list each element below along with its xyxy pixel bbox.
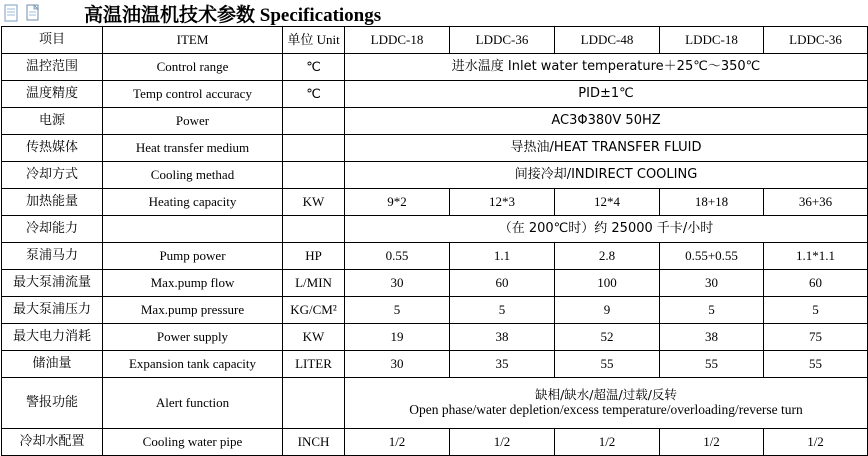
row-label-cn: 温度精度	[2, 81, 103, 108]
row-value: 1.1*1.1	[764, 243, 868, 270]
row-value: 55	[660, 351, 764, 378]
row-label-cn: 泵浦马力	[2, 243, 103, 270]
alert-text-en: Open phase/water depletion/excess temperature/overloading/reverse turn	[409, 402, 803, 418]
row-value: 30	[345, 351, 450, 378]
row-value: 55	[764, 351, 868, 378]
row-unit: ℃	[283, 81, 345, 108]
row-value: 75	[764, 324, 868, 351]
row-label-en: Max.pump flow	[103, 270, 283, 297]
row-label-en: Alert function	[103, 378, 283, 429]
table-row	[2, 81, 868, 108]
row-value: 1/2	[660, 429, 764, 456]
table-row	[2, 243, 868, 270]
table-row	[2, 351, 868, 378]
row-unit: ℃	[283, 54, 345, 81]
document-header	[0, 0, 868, 26]
table-row	[2, 189, 868, 216]
row-unit: INCH	[283, 429, 345, 456]
row-value: 5	[764, 297, 868, 324]
row-label-cn: 最大泵浦流量	[2, 270, 103, 297]
table-header-row	[2, 27, 868, 54]
row-unit: LITER	[283, 351, 345, 378]
row-value: 1.1	[450, 243, 555, 270]
row-label-cn: 温控范围	[2, 54, 103, 81]
row-value: 9	[555, 297, 660, 324]
row-label-cn: 最大泵浦压力	[2, 297, 103, 324]
table-row	[2, 270, 868, 297]
row-value: 0.55+0.55	[660, 243, 764, 270]
row-value: 60	[450, 270, 555, 297]
row-value: 2.8	[555, 243, 660, 270]
row-value: 100	[555, 270, 660, 297]
row-value: 9*2	[345, 189, 450, 216]
row-unit: KW	[283, 324, 345, 351]
row-span-value-alert	[345, 378, 868, 429]
row-label-en: Cooling methad	[103, 162, 283, 189]
row-value: 1/2	[555, 429, 660, 456]
row-value: 5	[450, 297, 555, 324]
row-value: 0.55	[345, 243, 450, 270]
row-span-value: 进水温度 Inlet water temperature＋25℃～350℃	[345, 54, 868, 81]
row-value: 18+18	[660, 189, 764, 216]
column-header-unit: 单位 Unit	[283, 27, 345, 54]
row-value: 12*3	[450, 189, 555, 216]
row-unit	[283, 162, 345, 189]
column-header-item-en: ITEM	[103, 27, 283, 54]
table-row	[2, 108, 868, 135]
column-header-model-5: LDDC-36	[764, 27, 868, 54]
row-value: 1/2	[450, 429, 555, 456]
row-unit: HP	[283, 243, 345, 270]
row-value: 1/2	[345, 429, 450, 456]
table-row	[2, 162, 868, 189]
row-label-cn: 警报功能	[2, 378, 103, 429]
page-title: 高温油温机技术参数 Specificationgs	[84, 4, 382, 26]
row-label-en: Heat transfer medium	[103, 135, 283, 162]
row-span-value: 导热油/HEAT TRANSFER FLUID	[345, 135, 868, 162]
row-label-en: Power	[103, 108, 283, 135]
row-unit: L/MIN	[283, 270, 345, 297]
table-row	[2, 216, 868, 243]
row-unit: KG/CM²	[283, 297, 345, 324]
row-value: 36+36	[764, 189, 868, 216]
row-value: 52	[555, 324, 660, 351]
row-value: 38	[660, 324, 764, 351]
row-unit	[283, 135, 345, 162]
row-label-cn: 电源	[2, 108, 103, 135]
row-label-en: Pump power	[103, 243, 283, 270]
row-unit: KW	[283, 189, 345, 216]
row-span-value: AC3Φ380V 50HZ	[345, 108, 868, 135]
row-label-en: Max.pump pressure	[103, 297, 283, 324]
row-value: 1/2	[764, 429, 868, 456]
table-row	[2, 54, 868, 81]
row-value: 60	[764, 270, 868, 297]
row-label-en	[103, 216, 283, 243]
row-value: 35	[450, 351, 555, 378]
row-label-cn: 冷却方式	[2, 162, 103, 189]
column-header-model-2: LDDC-36	[450, 27, 555, 54]
row-span-value: 间接冷却/INDIRECT COOLING	[345, 162, 868, 189]
row-unit	[283, 108, 345, 135]
row-span-value: PID±1℃	[345, 81, 868, 108]
alert-text-cn: 缺相/缺水/超温/过载/反转	[535, 387, 677, 403]
row-label-en: Cooling water pipe	[103, 429, 283, 456]
column-header-model-4: LDDC-18	[660, 27, 764, 54]
column-header-model-1: LDDC-18	[345, 27, 450, 54]
row-value: 38	[450, 324, 555, 351]
row-value: 30	[660, 270, 764, 297]
row-value: 12*4	[555, 189, 660, 216]
row-value: 55	[555, 351, 660, 378]
table-row	[2, 297, 868, 324]
row-label-en: Power supply	[103, 324, 283, 351]
table-row-alert	[2, 378, 868, 429]
table-row	[2, 135, 868, 162]
column-header-item-cn: 项目	[2, 27, 103, 54]
row-label-cn: 传热媒体	[2, 135, 103, 162]
specifications-table	[1, 26, 868, 456]
row-label-en: Control range	[103, 54, 283, 81]
row-label-cn: 最大电力消耗	[2, 324, 103, 351]
row-label-en: Expansion tank capacity	[103, 351, 283, 378]
row-value: 30	[345, 270, 450, 297]
row-value: 5	[345, 297, 450, 324]
document-copy-icon	[26, 4, 42, 22]
table-row	[2, 324, 868, 351]
column-header-model-3: LDDC-48	[555, 27, 660, 54]
row-label-cn: 储油量	[2, 351, 103, 378]
row-unit	[283, 216, 345, 243]
table-row	[2, 429, 868, 456]
document-icon	[4, 4, 20, 22]
row-label-en: Heating capacity	[103, 189, 283, 216]
row-label-cn: 加热能量	[2, 189, 103, 216]
row-span-value: （在 200℃时）约 25000 千卡/小时	[345, 216, 868, 243]
row-label-en: Temp control accuracy	[103, 81, 283, 108]
row-unit	[283, 378, 345, 429]
row-value: 19	[345, 324, 450, 351]
row-value: 5	[660, 297, 764, 324]
row-label-cn: 冷却能力	[2, 216, 103, 243]
row-label-cn: 冷却水配置	[2, 429, 103, 456]
